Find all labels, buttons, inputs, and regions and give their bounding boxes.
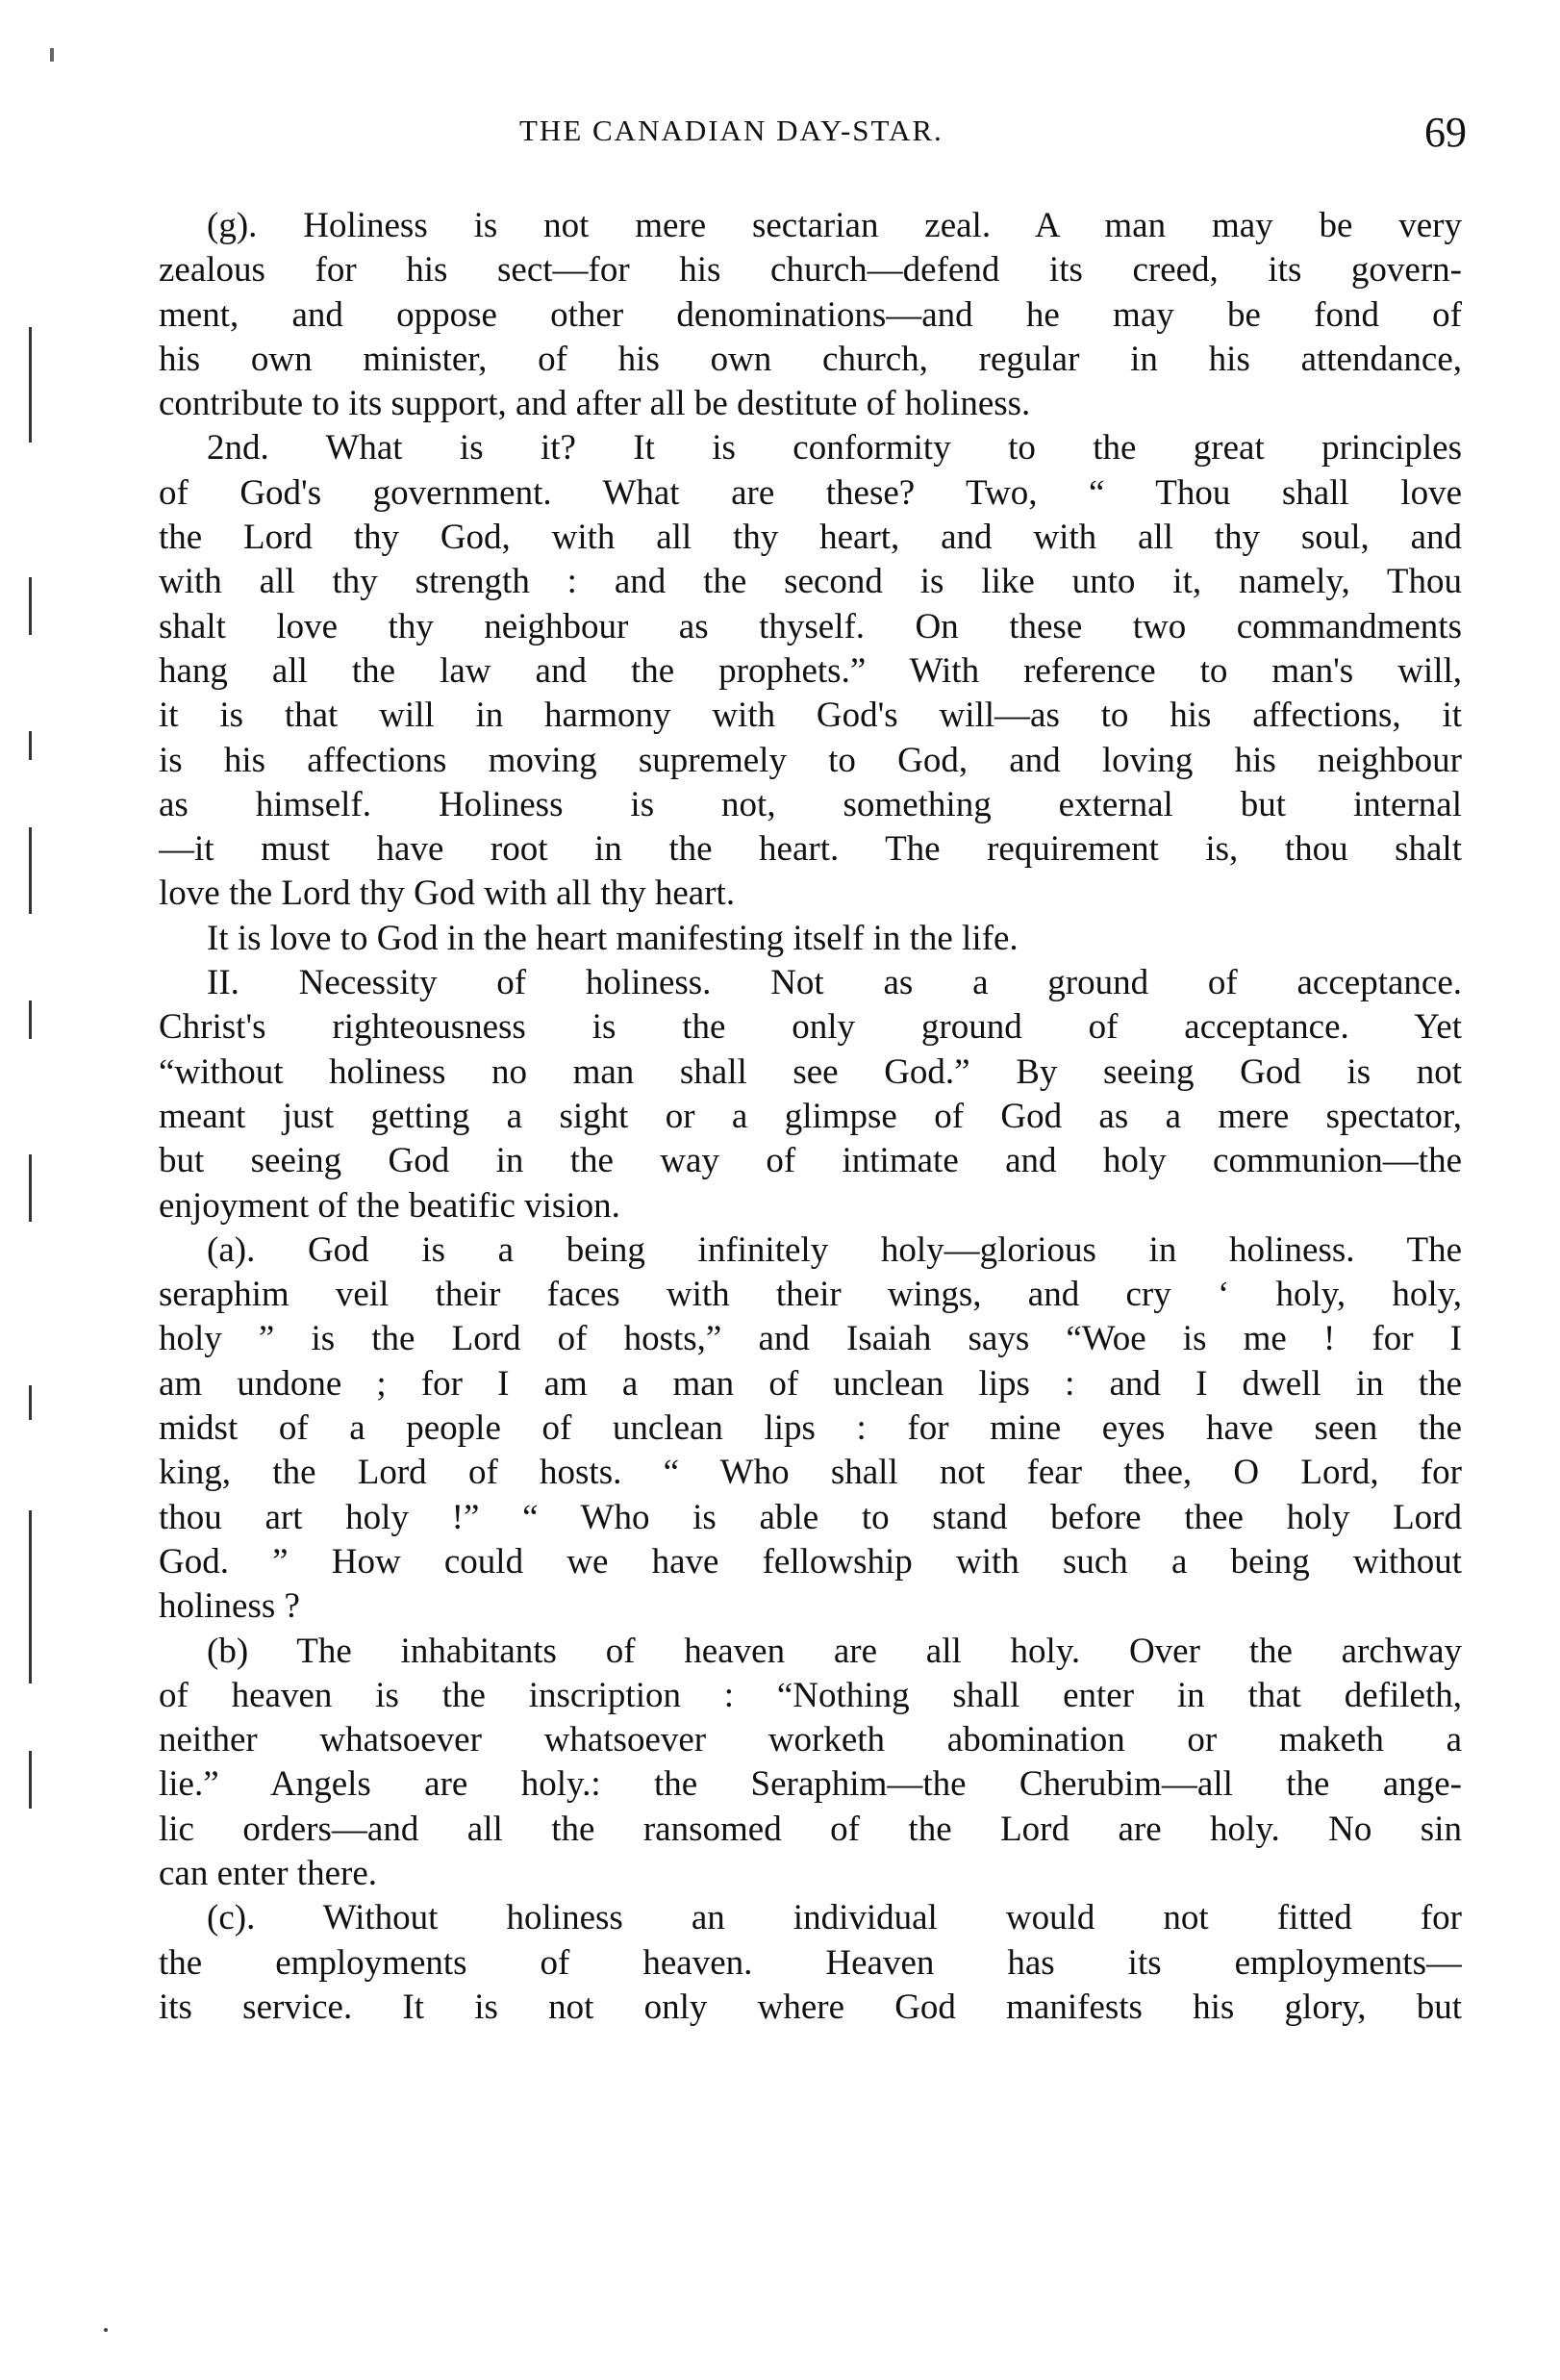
text-line: king, the Lord of hosts. “ Who shall not fear thee, O Lord, for [159,1453,1462,1493]
running-header [159,109,1467,171]
text-line: with all thy strength : and the second is like unto it, namely, Thou [159,562,1462,602]
text-line: holiness ? [159,1586,300,1627]
text-line: —it must have root in the heart. The requirement is, thou shalt [159,829,1462,870]
text-line: ment, and oppose other denominations—and he may be fond of [159,294,1462,335]
text-line: holy ” is the Lord of hosts,” and Isaiah says “Woe is me ! for I [159,1319,1462,1359]
gutter-scan-marks [13,327,52,1914]
text-line: of heaven is the inscription : “Nothing shall enter in that defileth, [159,1675,1462,1715]
text-line: its service. It is not only where God manifests his glory, but [159,1987,1462,2027]
text-line: God. ” How could we have fellowship with such a being without [159,1541,1462,1582]
scan-artifact [50,48,54,62]
scan-artifact [104,2328,108,2332]
text-line: midst of a people of unclean lips : for mine eyes have seen the [159,1408,1462,1449]
text-line: “without holiness no man shall see God.” By seeing God is not [159,1051,1462,1092]
text-line: hang all the law and the prophets.” With reference to man's will, [159,650,1462,691]
text-line: am undone ; for I am a man of unclean lips : and I dwell in the [159,1363,1462,1404]
text-line: 2nd. What is it? It is conformity to the great principles [207,428,1462,468]
running-title: THE CANADIAN DAY-STAR. [519,114,944,147]
text-line: can enter there. [159,1853,377,1893]
text-line: Christ's righteousness is the only ground of acceptance. Yet [159,1007,1462,1048]
text-line: contribute to its support, and after all be destitute of holiness. [159,384,1031,424]
text-line: seraphim veil their faces with their wings, and cry ‘ holy, holy, [159,1275,1462,1315]
text-line: It is love to God in the heart manifesting itself in the life. [207,918,1019,958]
text-line: love the Lord thy God with all thy heart. [159,874,736,914]
text-line: but seeing God in the way of intimate and holy communion—the [159,1141,1462,1181]
text-line: (c). Without holiness an individual would not fitted for [207,1898,1462,1938]
text-line: (b) The inhabitants of heaven are all holy. Over the archway [207,1631,1462,1671]
text-line: meant just getting a sight or a glimpse of God as a mere spectator, [159,1096,1462,1136]
text-line: zealous for his sect—for his church—defend its creed, its govern- [159,250,1462,291]
text-line: the employments of heaven. Heaven has its employments— [159,1942,1462,1983]
text-line: as himself. Holiness is not, something external but internal [159,784,1462,824]
text-line: it is that will in harmony with God's will—as to his affections, it [159,696,1462,736]
text-line: of God's government. What are these? Two, “ Thou shall love [159,472,1462,513]
text-line: thou art holy !” “ Who is able to stand before thee holy Lord [159,1497,1462,1537]
text-line: shalt love thy neighbour as thyself. On these two commandments [159,606,1462,646]
text-line: his own minister, of his own church, regular in his attendance, [159,339,1462,379]
text-line: neither whatsoever whatsoever worketh abomination or maketh a [159,1720,1462,1760]
body-text [159,204,1462,2030]
text-line: (a). God is a being infinitely holy—glorious in holiness. The [207,1229,1462,1270]
text-line: enjoyment of the beatific vision. [159,1185,620,1226]
text-line: lic orders—and all the ransomed of the Lord are holy. No sin [159,1809,1462,1849]
text-line: (g). Holiness is not mere sectarian zeal. A man may be very [207,206,1462,245]
text-line: II. Necessity of holiness. Not as a ground of acceptance. [207,963,1462,1003]
text-line: the Lord thy God, with all thy heart, and with all thy soul, and [159,518,1462,558]
page-number: 69 [1424,109,1467,156]
text-line: is his affections moving supremely to God, and loving his neighbour [159,740,1462,780]
text-line: lie.” Angels are holy.: the Seraphim—the Cherubim—all the ange- [159,1764,1462,1805]
